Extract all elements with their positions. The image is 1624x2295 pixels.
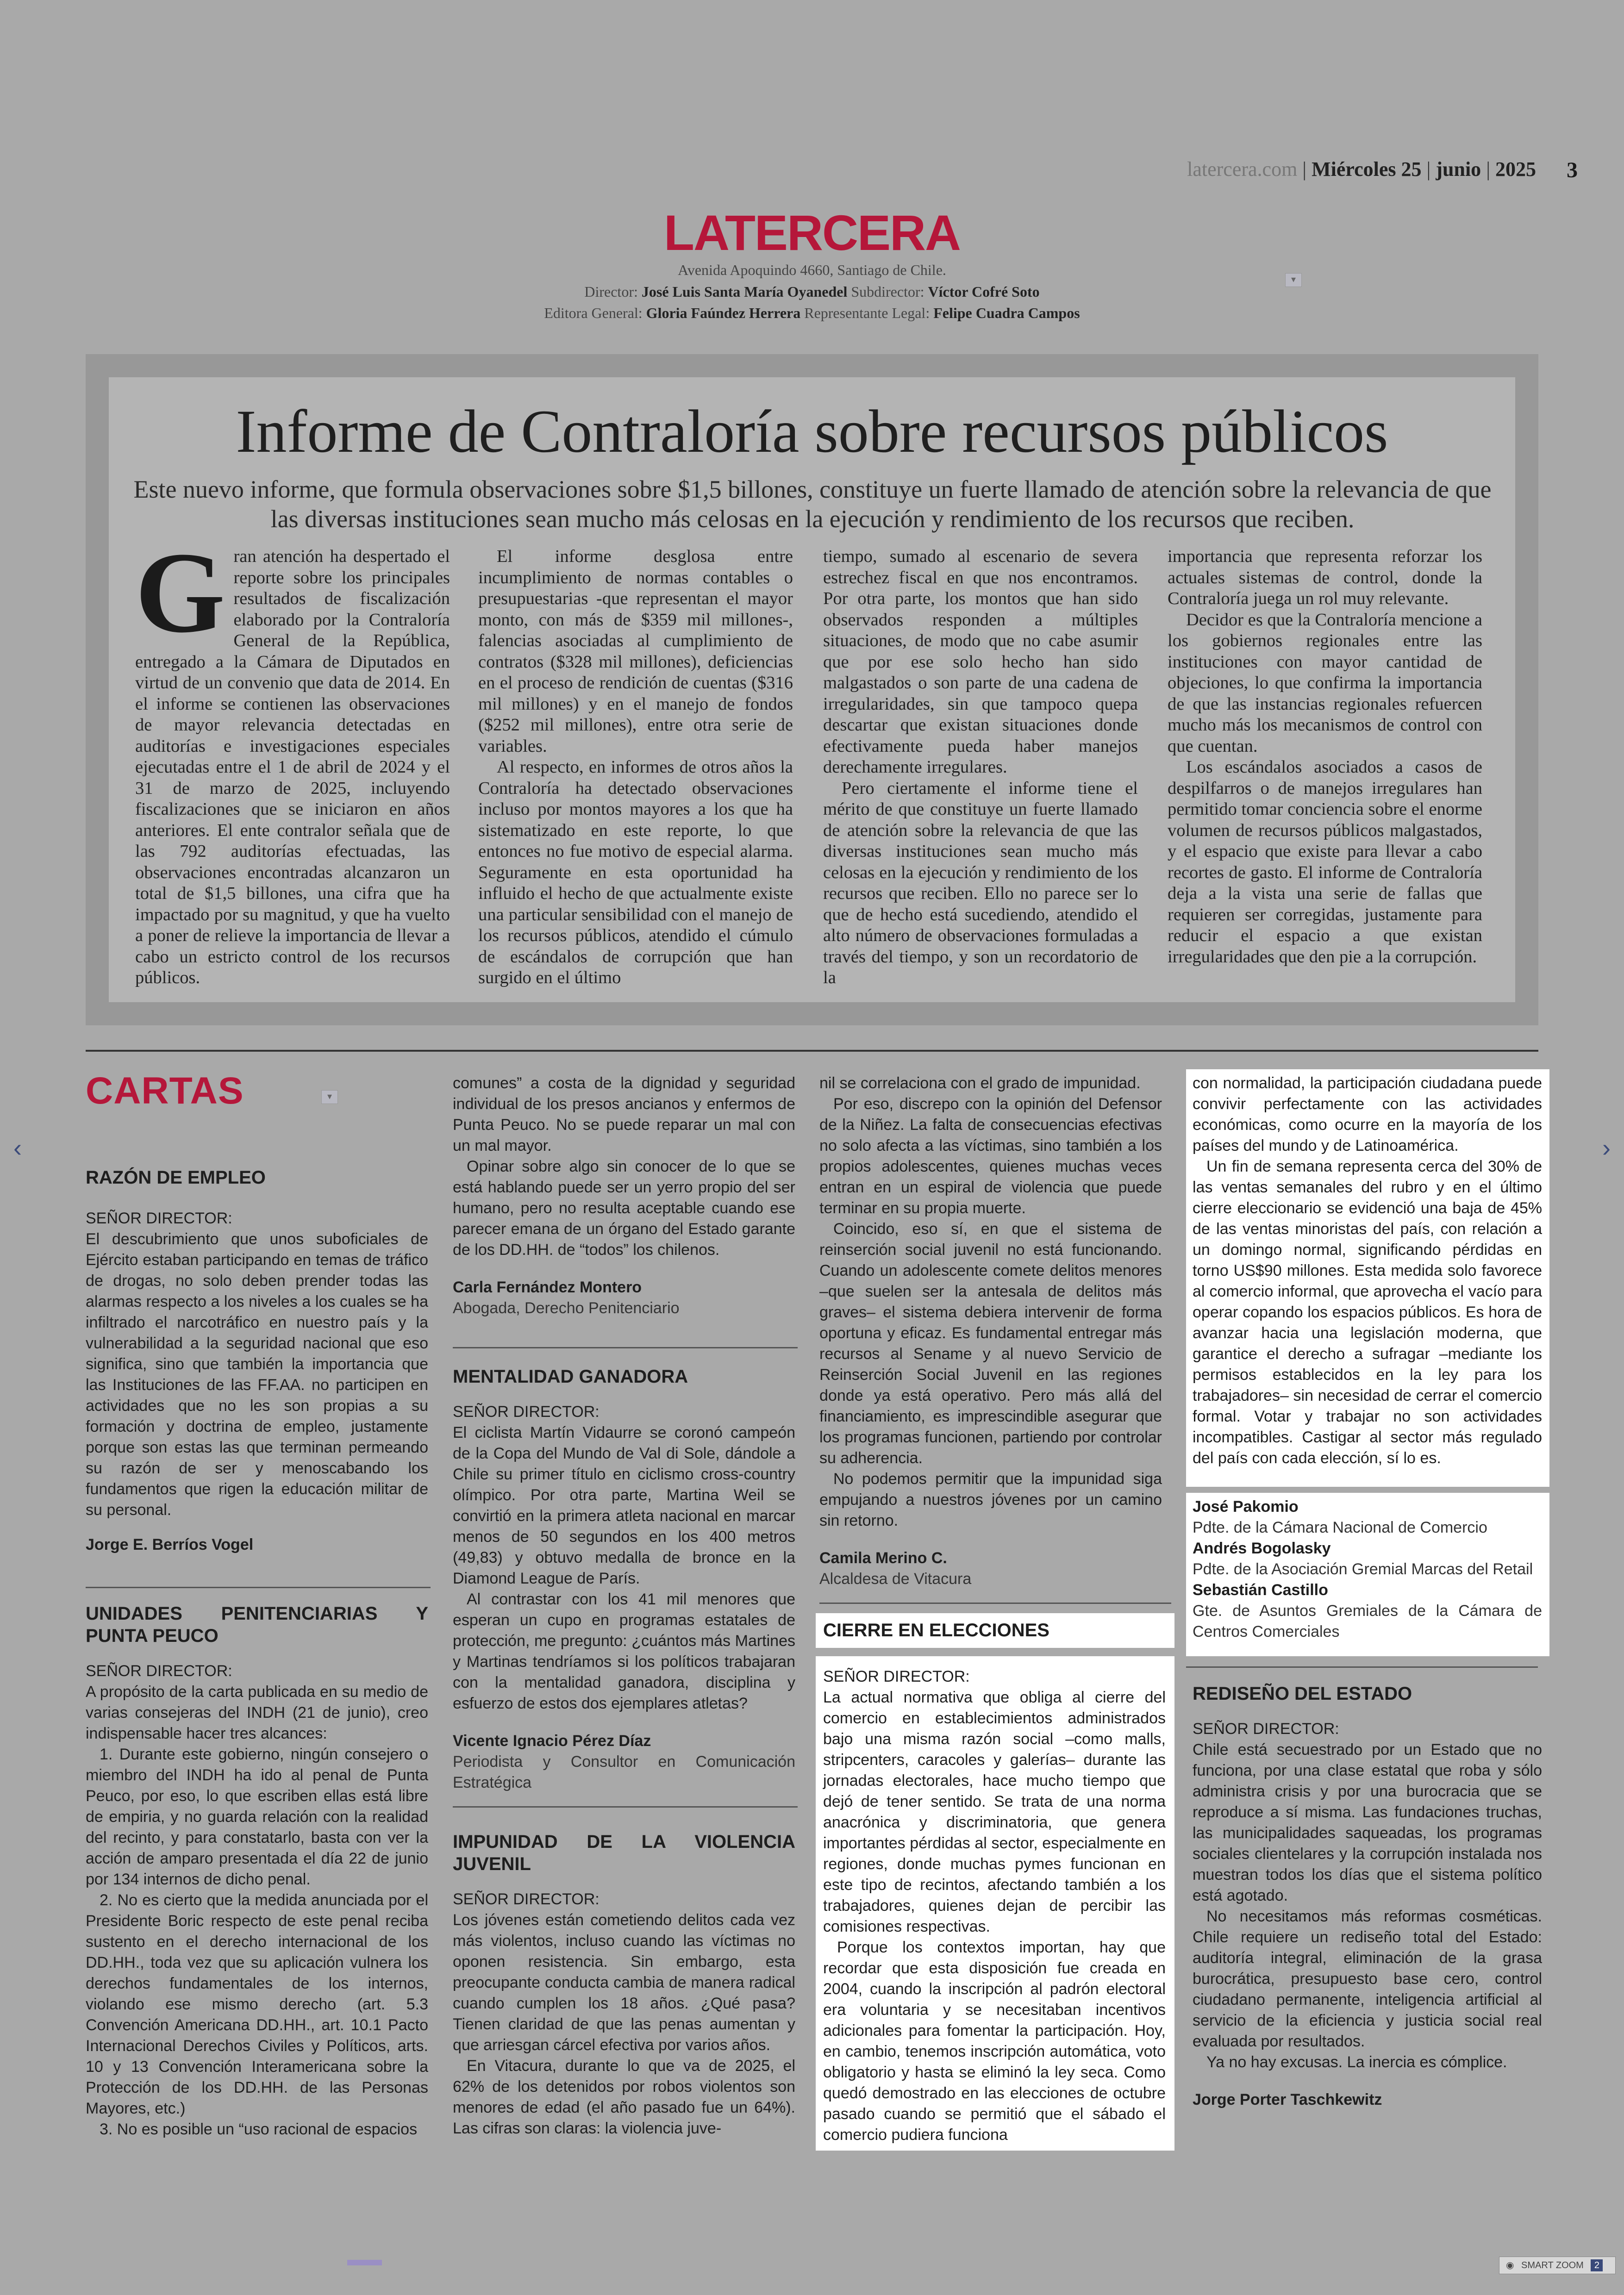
letter-signature: Carla Fernández Montero: [453, 1278, 642, 1296]
date-day: Miércoles 25: [1312, 158, 1422, 181]
letter-separator: [819, 1603, 1171, 1604]
chevron-left-icon[interactable]: ‹: [13, 1134, 22, 1162]
chevron-right-icon[interactable]: ›: [1602, 1134, 1611, 1162]
editorial-column-2: [478, 546, 793, 989]
editorial-paragraph: Pero ciertamente el informe tiene el mérito de que constituye un fuerte llamado de atención sobre la relevancia de que las diversas instituciones sean mucho más celosas en la ejecución y rendimiento de los recursos que reciben. Ello no parece ser lo que de hecho está sucediendo, atendido el alto número de observaciones formuladas a través del tiempo, y son un recordatorio de la: [823, 778, 1138, 987]
letter-signature: Jorge E. Berríos Vogel: [86, 1536, 254, 1553]
letter-separator: [453, 1806, 798, 1808]
letter-separator: [86, 1587, 431, 1588]
letter-impunidad-violencia-juvenil: [453, 1831, 795, 2139]
site-name: latercera.com: [1187, 158, 1298, 181]
letter-paragraph: Por eso, discrepo con la opinión del Defensor de la Niñez. La falta de consecuencias efectivas no solo afecta a las víctimas, sino también a los propios adolescentes, quienes muchas veces entran en un espiral de violencia que puede terminar en su propia muerte.: [819, 1095, 1162, 1217]
letter-signer-role: Alcaldesa de Vitacura: [819, 1570, 972, 1588]
editorial-title: Informe de Contraloría sobre recursos públicos: [236, 397, 1388, 465]
letter-signature: Jorge Porter Taschkewitz: [1193, 2091, 1382, 2108]
date-month: junio: [1436, 158, 1481, 181]
letter-paragraph: No necesitamos más reformas cosméticas. Chile requiere un rediseño total del Estado: auditoría integral, eliminación de la grasa burocrática, presupuesto base cero, control ciudadano permanente, inteligencia artificial al servicio de la eficiencia y justicia social real evaluada por resultados.: [1193, 1908, 1542, 2050]
letter-paragraph: La actual normativa que obliga al cierre del comercio en establecimientos administrados bajo una misma razón social –como malls, stripcenters, caracoles y galerías– durante las jornadas electorales, hace mucho tiempo que dejó de tener sentido. Se trata de una norma anacrónica y discriminatoria, que genera importantes pérdidas al sector, especialmente en regiones, donde muchas pymes funcionan en este tipo de recintos, afectando también a los trabajadores, quienes dejan de percibir las comisiones respectivas.: [823, 1689, 1166, 1935]
letter-cierre-elecciones-cont: [1193, 1073, 1542, 1469]
editorial-paragraph: importancia que representa reforzar los actuales sistemas de control, donde la Contraloría juega un rol muy relevante.: [1168, 547, 1482, 608]
editorial-paragraph: tiempo, sumado al escenario de severa estrechez fiscal en que nos encontramos. Por otra parte, los montos que han sido observados responden a múltiples situaciones, de modo que no cabe asumir que por ese solo hecho han sido malgastados o son parte de una cadena de irregularidades, sin que tampoco quepa descartar que existan situaciones donde efectivamente pueda haber manejos derechamente irregulares.: [823, 547, 1138, 777]
letter-signature: Andrés Bogolasky: [1193, 1540, 1331, 1557]
page-number: 3: [1567, 158, 1578, 182]
letter-impunidad-violencia-juvenil-cont: [819, 1073, 1162, 1590]
clip-icon[interactable]: ▾: [1285, 273, 1302, 287]
smart-zoom-label: SMART ZOOM: [1521, 2260, 1584, 2270]
letter-title: UNIDADES PENITENCIARIAS Y PUNTA PEUCO: [86, 1603, 428, 1646]
salutation: SEÑOR DIRECTOR:: [453, 1403, 600, 1421]
smart-zoom-button[interactable]: [1499, 2257, 1616, 2274]
letter-paragraph: Al contrastar con los 41 mil menores que esperan un cupo en programas estatales de protección, me pregunto: ¿cuántos más Martines y Martinas tendríamos si los políticos trabajaran con la mentalidad ganadora, disciplina y esfuerzo de estos dos ejemplares atletas?: [453, 1590, 795, 1712]
eye-icon: ◉: [1506, 2260, 1514, 2270]
director-name: José Luis Santa María Oyanedel: [641, 283, 848, 300]
editorial-column-3: [823, 546, 1138, 989]
clip-icon[interactable]: ▾: [321, 1090, 338, 1104]
page-progress-indicator: [347, 2260, 382, 2265]
letter-paragraph: con normalidad, la participación ciudadana puede convivir perfectamente con las actividades económicas, como ocurre en la mayoría de los países del mundo y de Latinoamérica.: [1193, 1074, 1542, 1154]
letter-title: REDISEÑO DEL ESTADO: [1193, 1684, 1412, 1704]
letter-paragraph: 3. No es posible un “uso racional de espacios: [100, 2120, 418, 2138]
salutation: SEÑOR DIRECTOR:: [86, 1662, 232, 1680]
salutation: SEÑOR DIRECTOR:: [453, 1890, 600, 1908]
letter-signer-role: Periodista y Consultor en Comunicación Estratégica: [453, 1753, 795, 1791]
subdirector-name: Víctor Cofré Soto: [928, 283, 1040, 300]
letter-paragraph: Porque los contextos importan, hay que recordar que esta disposición fue creada en 2004, cuando la inscripción al padrón electoral era voluntaria y se necesitaban incentivos adicionales para fomentar la participación. Hoy, en cambio, tenemos inscripción automática, voto obligatorio y hasta se eliminó la ley seca. Como quedó demostrado en las elecciones de octubre pasado cuando se permitió que el sábado el comercio pudiera funciona: [823, 1939, 1166, 2144]
editorial-paragraph: ran atención ha despertado el reporte sobre los principales resultados de fiscalización elaborado por la Contraloría General de la República, entregado a la Cámara de Diputados en virtud de un convenio que data de 2014. En el informe se contienen las observaciones de mayor relevancia detectadas en auditorías e investigaciones especiales ejecutadas entre el 1 de abril de 2024 y el 31 de marzo de 2025, incluyendo fiscalizaciones que se iniciaron en años anteriores. El ente contralor señala que de las 792 auditorías efectuadas, las observaciones encontradas alcanzaron un total de $1,5 billones, una cifra que ha impactado por su magnitud, y que ha vuelto a poner de relieve la importancia de llevar a cabo un estricto control de los recursos públicos.: [135, 547, 450, 987]
editor-name: Gloria Faúndez Herrera: [646, 305, 801, 321]
letter-unidades-penitenciarias-cont: [453, 1073, 795, 1319]
smart-zoom-badge: 2: [1591, 2259, 1603, 2271]
letter-paragraph: Opinar sobre algo sin conocer de lo que se está hablando puede ser un yerro propio del ser humano, pero no resulta aceptable cuando ese parecer emana de un órgano del Estado garante de los DD.HH. de “todos” los chilenos.: [453, 1158, 795, 1259]
editorial-deck: Este nuevo informe, que formula observaciones sobre $1,5 billones, constituye un fuerte llamado de atención sobre la relevancia de que las diversas instituciones sean mucho más celosas en la ejecución y rendimiento de los recursos que reciben.: [133, 475, 1492, 533]
date-line: latercera.com | Miércoles 25 | junio | 2025: [1187, 158, 1536, 181]
letter-paragraph: A propósito de la carta publicada en su medio de varias consejeras del INDH (21 de junio), creo indispensable hacer tres alcances:: [86, 1683, 428, 1742]
address: Avenida Apoquindo 4660, Santiago de Chile.: [678, 262, 946, 278]
drop-cap: G: [135, 529, 225, 657]
director-line: Director: José Luis Santa María Oyanedel Subdirector: Víctor Cofré Soto: [584, 283, 1040, 300]
letter-paragraph: Los jóvenes están cometiendo delitos cada vez más violentos, incluso cuando las víctimas no oponen resistencia. Sin embargo, esta preocupante conducta cambia de manera radical cuando cumplen los 18 años. ¿Qué pasa? Tienen claridad de que las penas aumentan y que arriesgan cárcel efectiva por varios años.: [453, 1911, 795, 2054]
letter-cierre-elecciones-title: [823, 1619, 1166, 1641]
letter-paragraph: El descubrimiento que unos suboficiales de Ejército estaban participando en temas de tráfico de drogas, no solo deben prender todas las alarmas respecto a los niveles a los cuales se ha infiltrado el narcotráfico en nuestro país y la vulnerabilidad a la seguridad nacional que eso significa, sino que también la importancia que las Instituciones de las FF.AA. no participen en actividades que no les son propias a su formación y doctrina de empleo, justamente porque son estas las que terminan permeando su razón de ser y menoscabando los fundamentos que rigen la educación militar de su personal.: [86, 1230, 428, 1519]
letter-separator: [453, 1347, 798, 1348]
letter-signature: Vicente Ignacio Pérez Díaz: [453, 1732, 651, 1750]
editor-line: Editora General: Gloria Faúndez Herrera Representante Legal: Felipe Cuadra Campos: [544, 305, 1080, 321]
letter-unidades-penitenciarias: [86, 1603, 428, 2140]
letter-razon-de-empleo: [86, 1166, 428, 1555]
letter-paragraph: Coincido, eso sí, en que el sistema de reinserción social juvenil no está funcionando. Cuando un adolescente comete delitos menores –que suelen ser la antesala de delitos más graves– el sistema debiera intervenir de forma oportuna y eficaz. Es fundamental entregar más recursos al Sename y al nuevo Servicio de Reinserción Social Juvenil en las regiones donde ya está operativo. Pero más allá del financiamiento, es imprescindible asegurar que los programas funcionen, partiendo por controlar su adherencia.: [819, 1220, 1162, 1467]
newspaper-logo: LATERCERA: [664, 205, 960, 261]
letter-paragraph: Chile está secuestrado por un Estado que no funciona, por una clase estatal que roba y sólo administra crisis y por una burocracia que se reproduce a sí misma. Las fundaciones truchas, las municipalidades saqueadas, los programas sociales clientelares y la corrupción instalada nos muestran todos los días que el sistema político está agotado.: [1193, 1741, 1542, 1904]
letter-rediseno-del-estado: [1193, 1683, 1542, 2110]
letter-paragraph: nil se correlaciona con el grado de impunidad.: [819, 1074, 1141, 1092]
editorial-paragraph: Los escándalos asociados a casos de despilfarros o de manejos irregulares han permitido tomar conciencia sobre el enorme volumen de recursos públicos malgastados, y el espacio que existe para llevar a cabo recortes de gasto. El informe de Contraloría deja a la vista una serie de fallas que requieren ser corregidas, justamente para reducir el espacio a que existan irregularidades que den pie a la corrupción.: [1168, 757, 1482, 967]
date-year: 2025: [1495, 158, 1536, 181]
letter-paragraph: El ciclista Martín Vidaurre se coronó campeón de la Copa del Mundo de Val di Sole, dándole a Chile su primer título en ciclismo cross-country olímpico. Por otra parte, Martina Weil se convirtió en la primera atleta nacional en marcar menos de 50 segundos en los 400 metros (49,83) y obtuvo medalla de bronce en la Diamond League de París.: [453, 1424, 795, 1587]
letter-title: RAZÓN DE EMPLEO: [86, 1167, 266, 1188]
letter-title: IMPUNIDAD DE LA VIOLENCIA JUVENIL: [453, 1832, 795, 1874]
letter-signer-role: Pdte. de la Cámara Nacional de Comercio: [1193, 1519, 1487, 1536]
section-divider: [86, 1050, 1538, 1052]
editorial-paragraph: El informe desglosa entre incumplimiento de normas contables o presupuestarias -que representan el mayor monto, con más de $359 mil millones-, falencias asociadas al cumplimiento de contratos ($328 mil millones), deficiencias en el proceso de rendición de cuentas ($316 mil millones) y en el manejo de fondos ($252 mil millones), entre otra serie de variables.: [478, 547, 793, 756]
letter-paragraph: Un fin de semana representa cerca del 30% de las ventas semanales del rubro y en el último cierre eleccionario se evidenció una baja de 45% de las ventas minoristas del país, con relación a un domingo normal, significando pérdidas en torno US$90 millones. Esta medida solo favorece al comercio informal, que aprovecha el vacío para operar copando los espacios públicos. Es hora de avanzar hacia una legislación moderna, que garantice el derecho a sufragar –mediante los permisos establecidos en la ley para los trabajadores– sin necesidad de cerrar el comercio formal. Votar y trabajar no son actividades incompatibles. Castigar al sector más regulado del país con cada elección, sí lo es.: [1193, 1158, 1542, 1467]
letter-signer-role: Pdte. de la Asociación Gremial Marcas del Retail: [1193, 1560, 1533, 1578]
letter-paragraph: comunes” a costa de la dignidad y seguridad individual de los presos ancianos y enfermos de Punta Peuco. No se puede reparar un mal con un mal mayor.: [453, 1074, 795, 1154]
letter-paragraph: No podemos permitir que la impunidad siga empujando a nuestros jóvenes por un camino sin retorno.: [819, 1470, 1162, 1529]
letter-signature: Camila Merino C.: [819, 1549, 947, 1567]
letter-mentalidad-ganadora: [453, 1366, 795, 1793]
salutation: SEÑOR DIRECTOR:: [1193, 1720, 1339, 1738]
letter-signature: José Pakomio: [1193, 1498, 1299, 1515]
letter-title: MENTALIDAD GANADORA: [453, 1366, 688, 1387]
letter-signature: Sebastián Castillo: [1193, 1581, 1328, 1599]
salutation: SEÑOR DIRECTOR:: [823, 1668, 970, 1685]
letter-paragraph: 2. No es cierto que la medida anunciada por el Presidente Boric respecto de este penal reciba sustento en el derecho internacional de los DD.HH., toda vez que su aplicación vulnera los derechos fundamentales de los internos, violando ese mismo derecho (art. 5.3 Convención Americana DD.HH., art. 10.1 Pacto Internacional Derechos Civiles y Políticos, arts. 10 y 13 Convención Interamericana sobre la Protección de los DD.HH. de las Personas Mayores, etc.): [86, 1891, 428, 2117]
letter-signer-role: Gte. de Asuntos Gremiales de la Cámara de Centros Comerciales: [1193, 1602, 1542, 1640]
letter-cierre-elecciones: [823, 1666, 1166, 2145]
editorial-paragraph: Al respecto, en informes de otros años la Contraloría ha detectado observaciones incluso por montos mayores a los que ha sistematizado en este reporte, lo que entonces no fue motivo de especial alarma. Seguramente en esta oportunidad ha influido el hecho de que actualmente existe una particular sensibilidad con el manejo de los recursos públicos, atendido el cúmulo de escándalos de corrupción que han surgido en el último: [478, 757, 793, 987]
letter-title: CIERRE EN ELECCIONES: [823, 1620, 1049, 1640]
editorial-column-4: [1168, 546, 1482, 967]
salutation: SEÑOR DIRECTOR:: [86, 1210, 232, 1227]
letter-paragraph: 1. Durante este gobierno, ningún consejero o miembro del INDH ha ido al penal de Punta Peuco, por eso, lo que escriben ellas está libre de empiria, y no guarda relación con la realidad del recinto, y para constatarlo, basta con ver la acción de amparo presentada el día 22 de junio por 134 internos de dicho penal.: [86, 1746, 428, 1888]
editorial-column-1: [135, 529, 450, 989]
letter-paragraph: Ya no hay excusas. La inercia es cómplice.: [1206, 2053, 1507, 2071]
letter-signers: [1193, 1497, 1542, 1642]
letter-signer-role: Abogada, Derecho Penitenciario: [453, 1299, 680, 1317]
letter-paragraph: En Vitacura, durante lo que va de 2025, el 62% de los detenidos por robos violentos son menores de edad (el año pasado fue un 64%). Las cifras son claras: la violencia juve-: [453, 2057, 795, 2137]
letters-section-title: CARTAS: [86, 1070, 244, 1112]
editorial-paragraph: Decidor es que la Contraloría mencione a los gobiernos regionales entre las instituciones con mayor cantidad de objeciones, lo que confirma la importancia de que las instancias regionales refuercen mucho más los mecanismos de control con que cuentan.: [1168, 610, 1482, 756]
legal-name: Felipe Cuadra Campos: [933, 305, 1080, 321]
letter-separator: [1186, 1666, 1538, 1668]
